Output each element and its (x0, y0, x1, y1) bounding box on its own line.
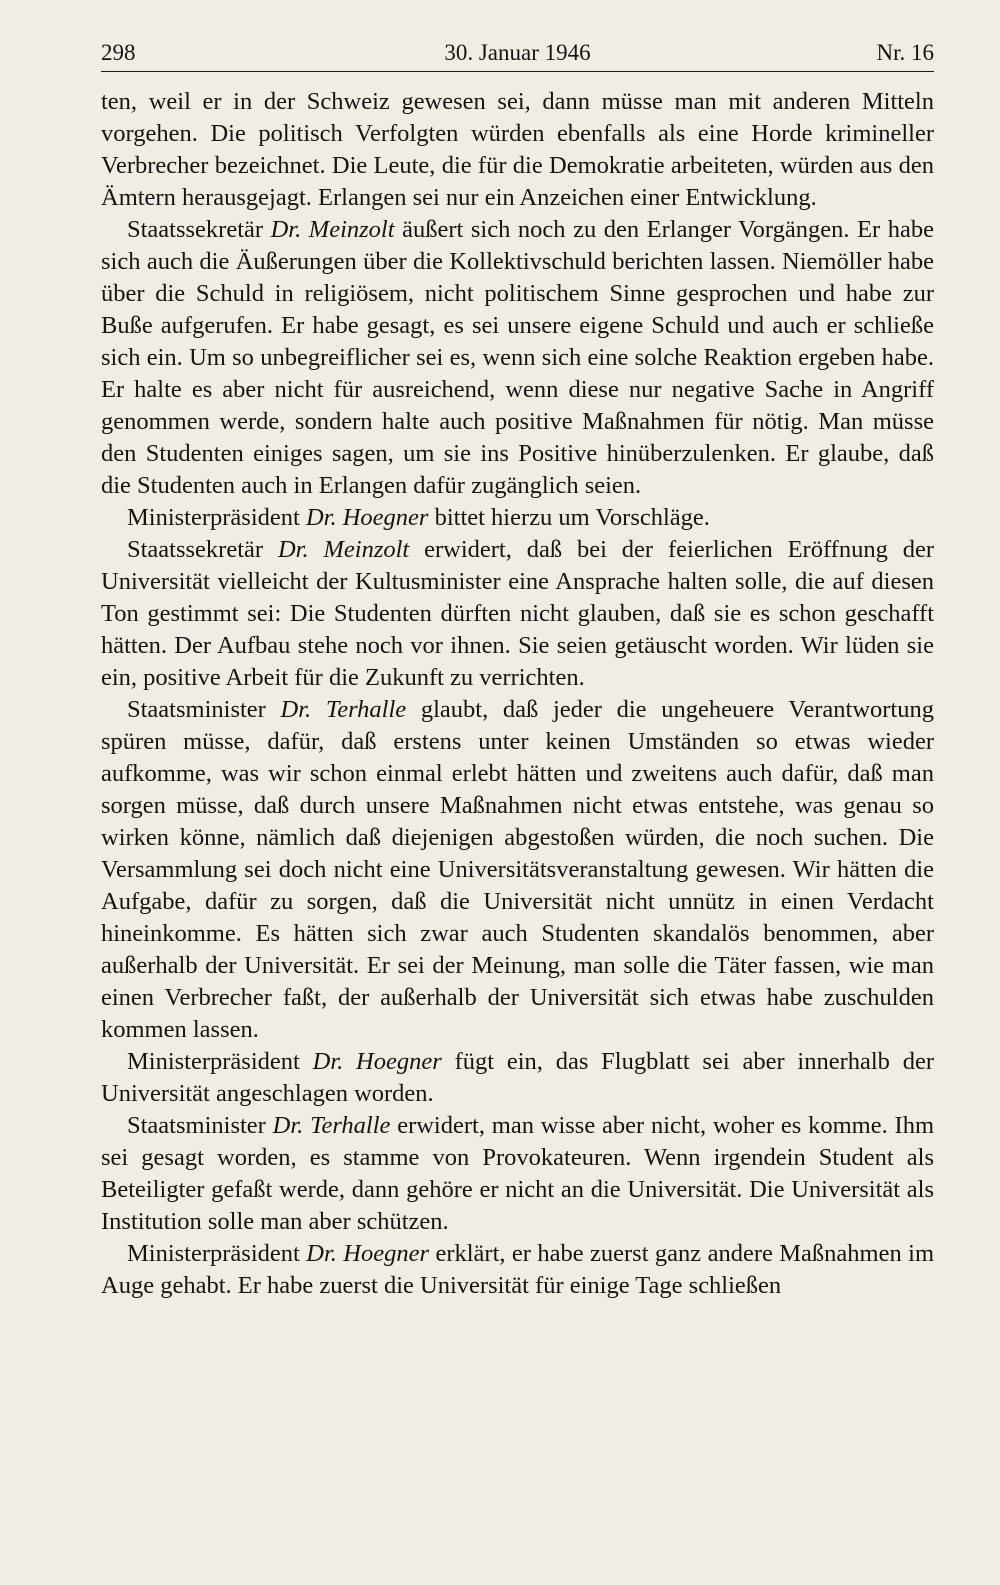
body-text (101, 86, 934, 1302)
paragraph (101, 694, 934, 1046)
paragraph-text: erwidert, daß bei der feierlichen Eröffnung der Universität vielleicht der Kultusminister eine Ansprache halten solle, die auf diesen Ton gestimmt sei: Die Studenten dürften nicht glauben, daß sie es schon geschafft hätten. Der Aufbau stehe noch vor ihnen. Sie seien getäuscht worden. Wir lüden sie ein, positive Arbeit für die Zukunft zu verrichten. (101, 536, 935, 691)
paragraph-text: Ministerpräsident (127, 1048, 313, 1075)
speaker-name: Dr. Hoegner (305, 504, 429, 531)
running-head (101, 36, 934, 70)
paragraph (101, 86, 934, 214)
paragraph (101, 214, 934, 502)
paragraph-text: Ministerpräsident (127, 504, 306, 531)
paragraph-text: ten, weil er in der Schweiz gewesen sei, dann müsse man mit anderen Mitteln vorgehen. Die politisch Verfolgten würden ebenfalls als eine Horde krimineller Verbrecher bezeichnet. Die Leute, die für die Demokratie arbeiteten, würden aus den Ämtern herausgejagt. Erlangen sei nur ein Anzeichen einer Entwicklung. (101, 88, 934, 211)
paragraph-text: äußert sich noch zu den Erlanger Vorgängen. Er habe sich auch die Äußerungen über die Kollektivschuld berichten lassen. Niemöller habe über die Schuld in religiösem, nicht politischem Sinne gesprochen und habe zur Buße aufgerufen. Er habe gesagt, es sei unsere eigene Schuld und auch er schließe sich ein. Um so unbegreiflicher sei es, wenn sich eine solche Reaktion ergeben habe. Er halte es aber nicht für ausreichend, wenn diese nur negative Sache in Angriff genommen werde, sondern halte auch positive Maßnahmen für nötig. Man müsse den Studenten einiges sagen, um sie ins Positive hinüberzulenken. Er glaube, daß die Studenten auch in Erlangen dafür zugänglich seien. (101, 216, 934, 499)
header-date: 30. Januar 1946 (444, 40, 591, 65)
paragraph (101, 1046, 934, 1110)
paragraph-text: Ministerpräsident (127, 1240, 307, 1267)
paragraph-text: glaubt, daß jeder die ungeheuere Verantwortung spüren müsse, dafür, daß erstens unter keinen Umständen so etwas wieder aufkomme, was wir schon einmal erlebt hätten und zweitens auch dafür, daß man sorgen müsse, daß durch unsere Maßnahmen nicht etwas entstehe, was genau so wirken könne, nämlich daß diejenigen abgestoßen würden, die noch suchen. Die Versammlung sei doch nicht eine Universitätsveranstaltung gewesen. Wir hätten die Aufgabe, dafür zu sorgen, daß die Universität nicht unnütz in einen Verdacht hineinkomme. Es hätten sich zwar auch Studenten skandalös benommen, aber außerhalb der Universität. Er sei der Meinung, man solle die Täter fassen, wie man einen Verbrecher faßt, der außerhalb der Universität sich etwas habe zuschulden kommen lassen. (101, 696, 934, 1043)
paragraph (101, 1238, 934, 1302)
paragraph-text: bittet hierzu um Vorschläge. (428, 504, 710, 531)
speaker-name: Dr. Hoegner (312, 1048, 442, 1075)
paragraph (101, 1110, 934, 1238)
speaker-name: Dr. Terhalle (280, 696, 407, 723)
paragraph-text: Staatsminister (127, 696, 281, 723)
paragraph (101, 502, 934, 534)
page-number: 298 (101, 40, 136, 65)
speaker-name: Dr. Meinzolt (277, 536, 410, 563)
document-page (101, 0, 934, 1585)
paragraph-text: Staatssekretär (127, 536, 278, 563)
speaker-name: Dr. Meinzolt (270, 216, 395, 243)
issue-number: Nr. 16 (876, 40, 934, 65)
paragraph-text: fügt ein, das Flugblatt sei aber innerhalb der Universität angeschlagen worden. (101, 1048, 934, 1107)
paragraph-text: Staatsminister (127, 1112, 273, 1139)
speaker-name: Dr. Hoegner (306, 1240, 430, 1267)
paragraph (101, 534, 934, 694)
paragraph-text: erwidert, man wisse aber nicht, woher es komme. Ihm sei gesagt worden, es stamme von Provokateuren. Wenn irgendein Student als Beteiligter gefaßt werde, dann gehöre er nicht an die Universität. Die Universität als Institution solle man aber schützen. (101, 1112, 934, 1235)
paragraph-text: Staatssekretär (127, 216, 271, 243)
speaker-name: Dr. Terhalle (272, 1112, 391, 1139)
header-rule (101, 71, 934, 72)
paragraph-text: erklärt, er habe zuerst ganz andere Maßnahmen im Auge gehabt. Er habe zuerst die Universität für einige Tage schließen (101, 1240, 934, 1299)
